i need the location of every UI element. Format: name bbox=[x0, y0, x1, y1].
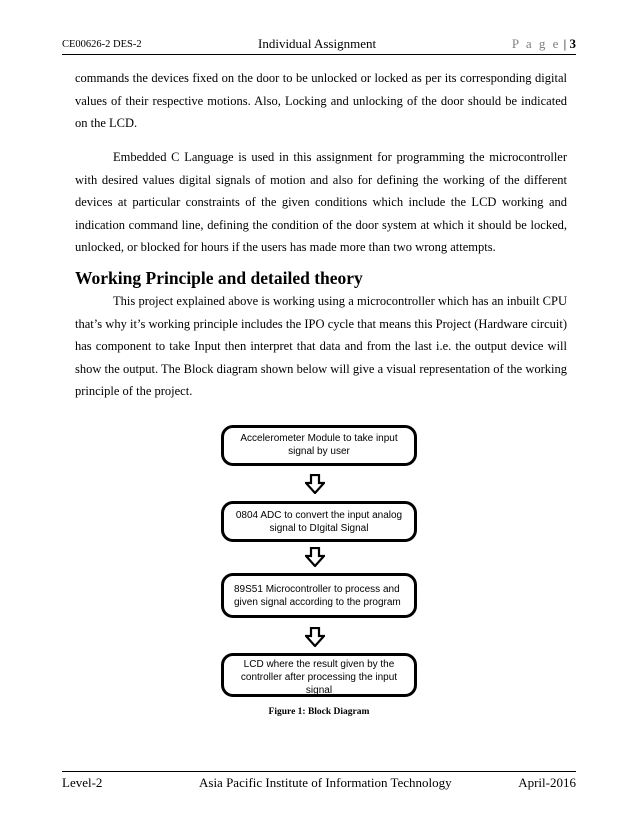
paragraph-1: commands the devices fixed on the door to be unlocked or locked as per its corresponding digital values of their respective motions. Also, Locking and unlocking of the door should be indicated on the LCD. bbox=[75, 71, 567, 131]
block-accelerometer: Accelerometer Module to take input signal by user bbox=[221, 425, 417, 466]
footer-level: Level-2 bbox=[62, 775, 103, 790]
block-lcd: LCD where the result given by the controller after processing the input signal bbox=[221, 653, 417, 697]
page-indicator bbox=[512, 36, 576, 52]
header-title: Individual Assignment bbox=[258, 36, 377, 51]
footer-date: April-2016 bbox=[518, 775, 576, 790]
page-label: P a g e bbox=[511, 36, 561, 51]
page-separator: | bbox=[563, 36, 567, 51]
figure-caption: Figure 1: Block Diagram bbox=[268, 707, 370, 717]
down-arrow-icon bbox=[305, 547, 325, 567]
section-heading: Working Principle and detailed theory bbox=[75, 268, 363, 288]
page-header bbox=[62, 36, 576, 55]
footer-institute: Asia Pacific Institute of Information Technology bbox=[199, 775, 452, 790]
paragraph-2: Embedded C Language is used in this assignment for programming the microcontroller with desired values digital signals of motion and also for defining the working of the different devices at particular constraints of the given conditions which include the LCD working and indication command line, defining the condition of the door system at which it should be locked, unlocked, or blocked for hours if the users has made more than two wrong attempts. bbox=[75, 150, 567, 255]
paragraph-3: This project explained above is working using a microcontroller which has an inbuilt CPU that’s why it’s working principle includes the IPO cycle that means this Project (Hardware circuit) has component to take Input then interpret that data and from the last i.e. the output device will show the output. The Block diagram shown below will give a visual representation of the working principle of the project. bbox=[75, 294, 567, 399]
block-adc: 0804 ADC to convert the input analog signal to DIgital Signal bbox=[221, 501, 417, 542]
page-number: 3 bbox=[569, 36, 576, 51]
page-footer bbox=[62, 771, 576, 790]
block-microcontroller: 89S51 Microcontroller to process and given signal according to the program bbox=[221, 573, 417, 618]
down-arrow-icon bbox=[305, 627, 325, 647]
down-arrow-icon bbox=[305, 474, 325, 494]
course-code: CE00626-2 DES-2 bbox=[62, 39, 142, 50]
